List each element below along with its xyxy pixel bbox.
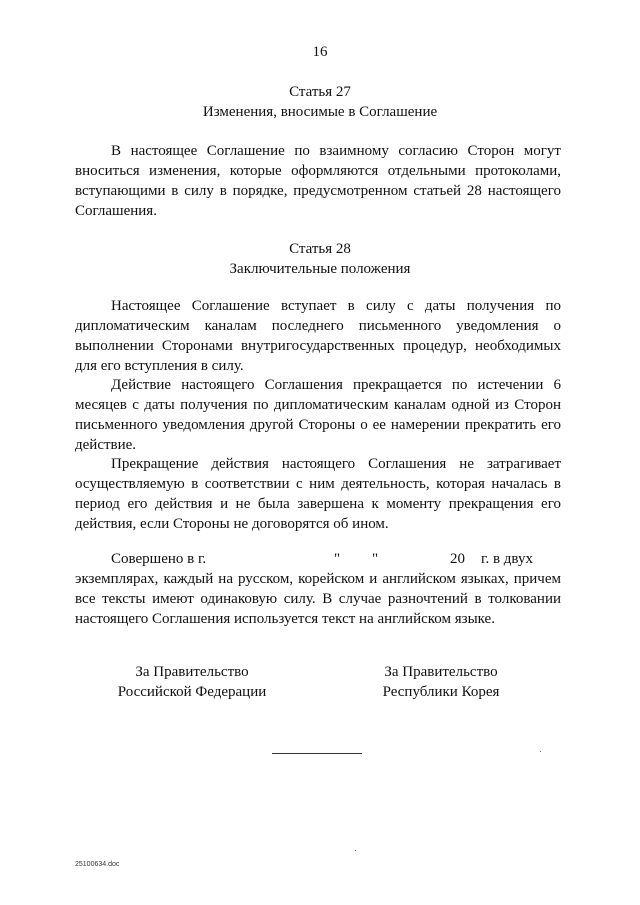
article-28-subtitle: Заключительные положения [229, 261, 411, 277]
signatory-russia-line2: Российской Федерации [117, 684, 267, 700]
article-28-title: Статья 28 [289, 241, 351, 257]
date-quote-open: " [334, 551, 341, 567]
scan-speck [540, 751, 541, 752]
year-prefix: 20 [450, 551, 465, 567]
article-28-paragraph-1: Настоящее Соглашение вступает в силу с даты получения по дипломатическим каналам последнего письменного уведомления о выполнении Сторонами внутригосударственных процедур, необходимых для его вступления в силу. [75, 298, 561, 374]
signatory-russia-line1: За Правительство [135, 664, 249, 680]
page-number: 16 [312, 44, 328, 60]
separator-line [272, 753, 362, 754]
article-27-paragraph: В настоящее Соглашение по взаимному согласию Сторон могут вноситься изменения, которые оформляются отдельными протоколами, вступающими в силу в порядке, предусмотренном статьей 28 настоящего Соглашения. [75, 143, 561, 219]
signatory-korea-line2: Республики Корея [382, 684, 500, 700]
signatory-russia [82, 662, 302, 702]
article-27-title: Статья 27 [289, 84, 351, 100]
done-at-line [75, 549, 561, 569]
article-27-subtitle: Изменения, вносимые в Соглашение [202, 104, 438, 120]
signatory-korea-line1: За Правительство [384, 664, 498, 680]
footer-filename: 25100634.doc [75, 861, 120, 868]
signatory-korea [331, 662, 551, 702]
done-at-text: Совершено в г. [111, 551, 207, 567]
article-28-paragraph-3: Прекращение действия настоящего Соглашения не затрагивает осуществляемую в соответствии с ним деятельность, которая началась в период его действия и не была завершена к моменту прекращения его действия, если Стороны не договорятся об ином. [75, 456, 561, 532]
done-at-paragraph: экземплярах, каждый на русском, корейском и английском языках, причем все тексты имеют одинаковую силу. В случае разночтений в толковании настоящего Соглашения используется текст на английском языке. [75, 571, 561, 627]
copies-text: г. в двух [481, 551, 533, 567]
date-quote-close: " [372, 551, 379, 567]
scan-speck [355, 850, 356, 851]
article-28-paragraph-2: Действие настоящего Соглашения прекращается по истечении 6 месяцев с даты получения по дипломатическим каналам одной из Сторон письменного уведомления другой Стороны о ее намерении прекратить его действие. [75, 377, 561, 453]
